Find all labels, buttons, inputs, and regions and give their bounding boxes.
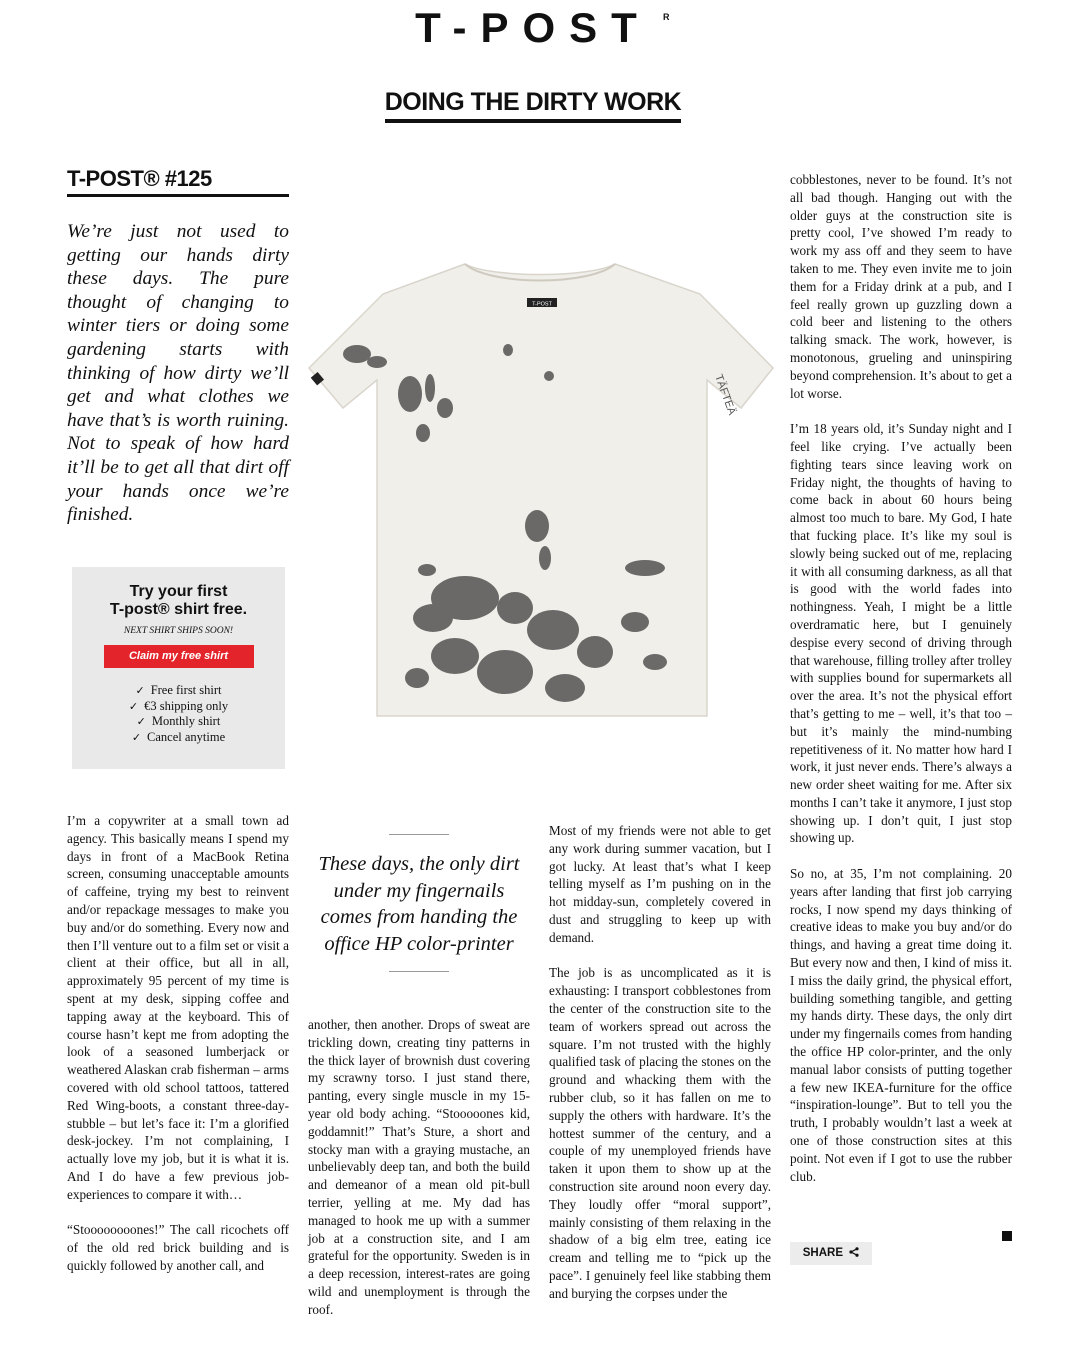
body-column-4 [790,171,1012,1203]
brand-logo[interactable] [0,4,1066,52]
promo-title-line2: T-post® shirt free. [109,601,248,618]
headline-container [0,88,1066,123]
registered-mark: R [663,12,670,22]
issue-label: T-POST® #125 [67,166,289,197]
check-icon: ✓ [128,699,139,713]
body-paragraph: another, then another. Drops of sweat are trickling down, creating tiny patterns in the thick layer of brownish dust covering my scrawny torso. I just stand there, panting, every single muscle in my 15-year old body aching. “Stooooones kid, goddamnit!” That’s Sture, a short and stocky man with a graying mustache, an unbelievably deep tan, and both the build and demeanor of a mean old pit-bull terrier, yelling at me. My dad has managed to hook me up with a summer job at a construction site, and I am grateful for the opportunity. Sweden is in a deep recession, interest-rates are going wild and unemployment is through the roof. [308,1017,530,1317]
promo-feature-label: €3 shipping only [144,698,229,713]
dirty-tshirt-image [305,258,775,728]
pull-quote-rule-bottom [389,971,449,972]
promo-feature-item [72,730,285,746]
promo-feature-item [72,714,285,730]
neck-label: T-POST [532,301,552,308]
check-icon: ✓ [136,715,146,729]
pull-quote-rule-top [389,834,449,835]
share-label: SHARE [802,1247,844,1259]
pull-quote [308,834,530,972]
body-paragraph: Most of my friends were not able to get any work during summer vacation, but I got lucky. At least that’s what I keep telling myself as I’m pushing on in the hot midday-sun, completely covered in dust and struggling to keep up with demand. [549,823,771,945]
share-button[interactable] [790,1242,872,1265]
pull-quote-text: These days, the only dirt under my fingernails comes from handing the office HP color-printer [318,853,520,955]
body-paragraph: So no, at 35, I’m not complaining. 20 years after landing that first job carrying rocks, I now spend my days thinking of creative ideas to make you buy and/or do things, and having a great time doing it. But every now and then, I kind of miss it. I miss the daily grind, the physical effort, building something tangible, and getting my hands dirty. These days, the only dirt under my fingernails comes from handing the office HP color-printer, and the only manual labor consists of putting together a few new IKEA-furniture for the office “inspiration-lounge”. But to tell you the truth, I probably wouldn’t last a week at one of those construction sites at this point. Not even if I got to use the rubber club. [790,866,1012,1184]
promo-feature-list [72,683,285,746]
promo-feature-label: Monthly shirt [151,714,221,729]
intro-text: We’re just not used to getting our hands dirty these days. The pure thought of changing to winter tiers or doing some gardening starts with thinking of how dirty we’ll get and what clothes we have that’s is worth ruining. Not to speak of how hard it’ll be to get all that dirt off your hands once we’re finished. [67,221,289,526]
body-paragraph: I’m a copywriter at a small town ad agency. This basically means I spend my days in front of a MacBook Retina screen, consuming unacceptable amounts of caffeine, trying my best to reinvent and/or repackage messages to make you buy and/or do something. Every now and then I’ll venture out to a film set or visit a client at their office, but all in all, approximately 95 percent of my time is spent at my desk, sipping coffee and tapping away at the keyboard. This of course hasn’t kept me from adopting the look of a seasoned lumberjack or weathered Alaskan crab fisherman – arms covered with old school tattoos, tattered Red Wing-boots, a constant three-day-stubble – but let’s face it: I’m a glorified desk-jockey. I’m not complaining, I actually love my job, but it is what it is. And I do have a few previous job-experiences to compare it with… [67,813,289,1202]
body-paragraph: cobblestones, never to be found. It’s not all bad though. Hanging out with the older guys at the construction site is pretty cool, I’ve showed I’m ready to work my ass off and they seem to have taken to me. They even invite me to join them for a Friday drink at a pub, and I feel really grown up guzzling down a cold beer and listening to the others talking smack. The work, however, is monotonous, grueling and uninspiring beyond comprehension. It’s about to get a lot worse. [790,172,1012,401]
body-paragraph: “Stoooooooones!” The call ricochets off of the old red brick building and is quickly followed by another call, and [67,1222,289,1273]
article-headline: DOING THE DIRTY WORK [385,88,681,123]
promo-feature-item [72,683,285,699]
promo-feature-label: Free first shirt [150,683,222,697]
check-icon: ✓ [131,731,142,745]
promo-title-line1: Try your first [129,583,228,600]
sleeve-print: TÄFTEÄ [712,372,738,417]
body-column-3 [549,822,771,1320]
check-icon: ✓ [135,684,145,697]
claim-free-shirt-button[interactable]: Claim my free shirt [104,645,254,668]
body-column-1 [67,812,289,1293]
share-icon [849,1247,859,1257]
body-paragraph: The job is as uncomplicated as it is exhausting: I transport cobblestones from the center of the construction site to the team of workers spread out across the square. I’m not trusted with the highly qualified task of placing the stones on the ground and whacking them with the rubber club, so it has fallen on me to supply the others with hardware. It’s the hottest summer of the century, and a couple of my unemployed friends have taken it upon them to show up at the construction site around noon every day. They loudly offer “moral support”, mainly consisting of them relaxing in the shadow of a big elm tree, eating ice cream and telling me to “pick up the pace”. I genuinely feel like stabbing them and burying the corpses under the [549,965,771,1301]
article-end-mark [1002,1231,1012,1241]
promo-subtitle: NEXT SHIRT SHIPS SOON! [123,626,234,636]
promo-feature-label: Cancel anytime [147,730,226,745]
body-column-2 [308,1016,530,1336]
logo-text: T-POST [415,4,651,51]
promo-feature-item [72,699,285,715]
promo-box [72,567,285,769]
promo-title [72,583,285,619]
body-paragraph: I’m 18 years old, it’s Sunday night and I feel like crying. I’ve actually been fighting tears since leaving work on Friday night, the thoughts of having to come back in about 60 hours being almost too much to bare. My God, I hate that fucking place. It’s like my soul is slowly being sucked out of me, replacing it with all consuming darkness, as all that is good with the world fades into nothingness. Yeah, I might be a little overdramatic here, but I genuinely despise every second of driving through that warehouse, filling trolley after trolley with supplies bound for supermarkets all over the area. It’s not the physical effort that’s getting to me – well, it’s that too – but it’s mainly the mind-numbing repetitiveness of it. No matter how hard I work, it just never ends. There’s always a new order sheet waiting for me. After six months I can’t take it anymore, I just stop showing up. I don’t quit, I just stop showing up. [790,421,1012,846]
